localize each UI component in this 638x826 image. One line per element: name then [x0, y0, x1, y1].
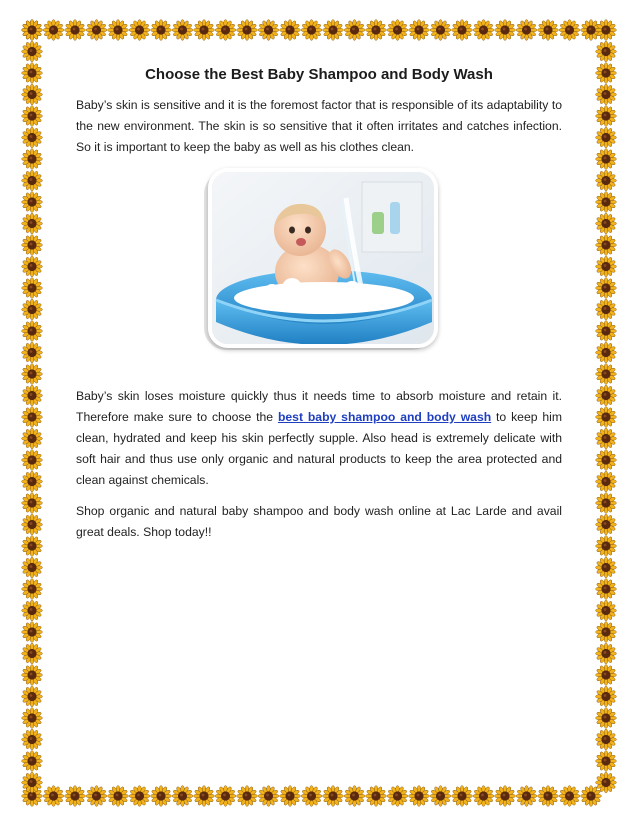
sunflower-icon	[22, 428, 43, 449]
sunflower-icon	[43, 20, 64, 41]
sunflower-icon	[43, 786, 64, 807]
sunflower-icon	[108, 20, 129, 41]
sunflower-icon	[22, 41, 43, 62]
sunflower-icon	[596, 708, 617, 729]
sunflower-icon	[596, 278, 617, 299]
sunflower-icon	[22, 557, 43, 578]
sunflower-icon	[22, 321, 43, 342]
sunflower-icon	[22, 708, 43, 729]
sunflower-icon	[596, 600, 617, 621]
sunflower-icon	[344, 786, 365, 807]
sunflower-border-right	[594, 18, 618, 808]
sunflower-icon	[596, 235, 617, 256]
baby-bath-photo	[208, 168, 438, 348]
sunflower-icon	[22, 493, 43, 514]
sunflower-icon	[22, 665, 43, 686]
sunflower-icon	[516, 20, 537, 41]
sunflower-icon	[323, 786, 344, 807]
sunflower-icon	[596, 751, 617, 772]
sunflower-icon	[596, 41, 617, 62]
sunflower-icon	[194, 786, 215, 807]
sunflower-icon	[22, 20, 43, 41]
sunflower-icon	[596, 493, 617, 514]
sunflower-icon	[258, 786, 279, 807]
baby-bath-illustration	[212, 172, 434, 344]
sunflower-icon	[596, 557, 617, 578]
sunflower-icon	[108, 786, 129, 807]
page-title: Choose the Best Baby Shampoo and Body Wash	[145, 66, 493, 83]
sunflower-icon	[22, 192, 43, 213]
sunflower-icon	[22, 471, 43, 492]
sunflower-icon	[172, 786, 193, 807]
sunflower-icon	[22, 364, 43, 385]
sunflower-icon	[86, 20, 107, 41]
sunflower-icon	[22, 256, 43, 277]
sunflower-icon	[22, 342, 43, 363]
best-baby-shampoo-link[interactable]: best baby shampoo and body wash	[277, 410, 492, 424]
sunflower-icon	[194, 20, 215, 41]
sunflower-icon	[473, 786, 494, 807]
sunflower-icon	[22, 729, 43, 750]
sunflower-icon	[409, 786, 430, 807]
sunflower-icon	[596, 385, 617, 406]
sunflower-icon	[430, 20, 451, 41]
sunflower-icon	[387, 20, 408, 41]
sunflower-icon	[65, 786, 86, 807]
sunflower-icon	[237, 786, 258, 807]
sunflower-icon	[22, 149, 43, 170]
sunflower-icon	[172, 20, 193, 41]
sunflower-icon	[596, 450, 617, 471]
sunflower-icon	[430, 786, 451, 807]
paragraph-intro: Baby’s skin is sensitive and it is the foremost factor that is responsible of its adaptability to the new environment. The skin is so sensitive that it often irritates and catches infection. So it is important to keep the baby as well as his clothes clean.	[76, 98, 562, 154]
sunflower-icon	[596, 686, 617, 707]
sunflower-icon	[22, 536, 43, 557]
sunflower-icon	[596, 149, 617, 170]
sunflower-icon	[151, 20, 172, 41]
sunflower-icon	[409, 20, 430, 41]
sunflower-icon	[596, 622, 617, 643]
sunflower-icon	[129, 786, 150, 807]
sunflower-icon	[596, 321, 617, 342]
sunflower-icon	[237, 20, 258, 41]
sunflower-icon	[22, 299, 43, 320]
sunflower-icon	[86, 786, 107, 807]
sunflower-icon	[22, 622, 43, 643]
sunflower-icon	[596, 106, 617, 127]
sunflower-icon	[215, 786, 236, 807]
sunflower-icon	[151, 786, 172, 807]
sunflower-icon	[301, 786, 322, 807]
sunflower-icon	[258, 20, 279, 41]
sunflower-icon	[596, 643, 617, 664]
sunflower-icon	[215, 20, 236, 41]
sunflower-icon	[22, 84, 43, 105]
sunflower-icon	[366, 20, 387, 41]
sunflower-icon	[344, 20, 365, 41]
sunflower-icon	[22, 235, 43, 256]
sunflower-icon	[387, 786, 408, 807]
paragraph-moisture	[76, 386, 562, 491]
sunflower-icon	[596, 665, 617, 686]
sunflower-icon	[22, 106, 43, 127]
sunflower-icon	[495, 20, 516, 41]
sunflower-icon	[22, 450, 43, 471]
sunflower-icon	[366, 786, 387, 807]
sunflower-icon	[596, 63, 617, 84]
sunflower-icon	[280, 20, 301, 41]
sunflower-icon	[596, 170, 617, 191]
paragraph-shop: Shop organic and natural baby shampoo and body wash online at Lac Larde and avail great deals. Shop today!!	[76, 504, 562, 539]
sunflower-icon	[596, 84, 617, 105]
sunflower-icon	[22, 63, 43, 84]
sunflower-icon	[22, 772, 43, 793]
sunflower-icon	[22, 686, 43, 707]
sunflower-icon	[22, 600, 43, 621]
sunflower-icon	[280, 786, 301, 807]
sunflower-icon	[22, 278, 43, 299]
sunflower-icon	[22, 751, 43, 772]
sunflower-icon	[538, 786, 559, 807]
sunflower-icon	[596, 192, 617, 213]
sunflower-icon	[596, 256, 617, 277]
sunflower-icon	[22, 579, 43, 600]
sunflower-icon	[22, 213, 43, 234]
sunflower-icon	[301, 20, 322, 41]
sunflower-icon	[596, 729, 617, 750]
document-body	[76, 66, 562, 553]
sunflower-icon	[596, 20, 617, 41]
photo-container	[76, 168, 562, 364]
sunflower-icon	[22, 514, 43, 535]
sunflower-icon	[596, 471, 617, 492]
sunflower-icon	[65, 20, 86, 41]
sunflower-icon	[452, 20, 473, 41]
sunflower-icon	[596, 299, 617, 320]
sunflower-icon	[596, 407, 617, 428]
sunflower-icon	[596, 772, 617, 793]
paragraph-moisture-text-before: Baby’s skin loses moisture quickly thus it needs time to absorb moisture and retain it. Therefore make sure to choose the	[76, 389, 562, 424]
sunflower-icon	[323, 20, 344, 41]
sunflower-icon	[452, 786, 473, 807]
sunflower-icon	[596, 428, 617, 449]
sunflower-icon	[538, 20, 559, 41]
sunflower-icon	[516, 786, 537, 807]
sunflower-icon	[559, 786, 580, 807]
sunflower-border-top	[20, 18, 618, 42]
sunflower-icon	[596, 364, 617, 385]
sunflower-icon	[596, 213, 617, 234]
sunflower-icon	[129, 20, 150, 41]
sunflower-icon	[596, 514, 617, 535]
sunflower-icon	[495, 786, 516, 807]
sunflower-icon	[22, 170, 43, 191]
sunflower-icon	[596, 127, 617, 148]
sunflower-icon	[473, 20, 494, 41]
sunflower-icon	[596, 579, 617, 600]
sunflower-icon	[22, 407, 43, 428]
sunflower-icon	[22, 643, 43, 664]
sunflower-icon	[559, 20, 580, 41]
sunflower-icon	[596, 342, 617, 363]
sunflower-icon	[22, 127, 43, 148]
sunflower-icon	[22, 385, 43, 406]
sunflower-border-bottom	[20, 784, 618, 808]
sunflower-icon	[596, 536, 617, 557]
sunflower-border-left	[20, 18, 44, 808]
paragraph-moisture-text-after: to keep him clean, hydrated and keep his skin perfectly supple. Also head is extremely delicate with soft hair and thus use only organic and natural products to keep the area protected and clean against chemicals.	[76, 410, 563, 487]
